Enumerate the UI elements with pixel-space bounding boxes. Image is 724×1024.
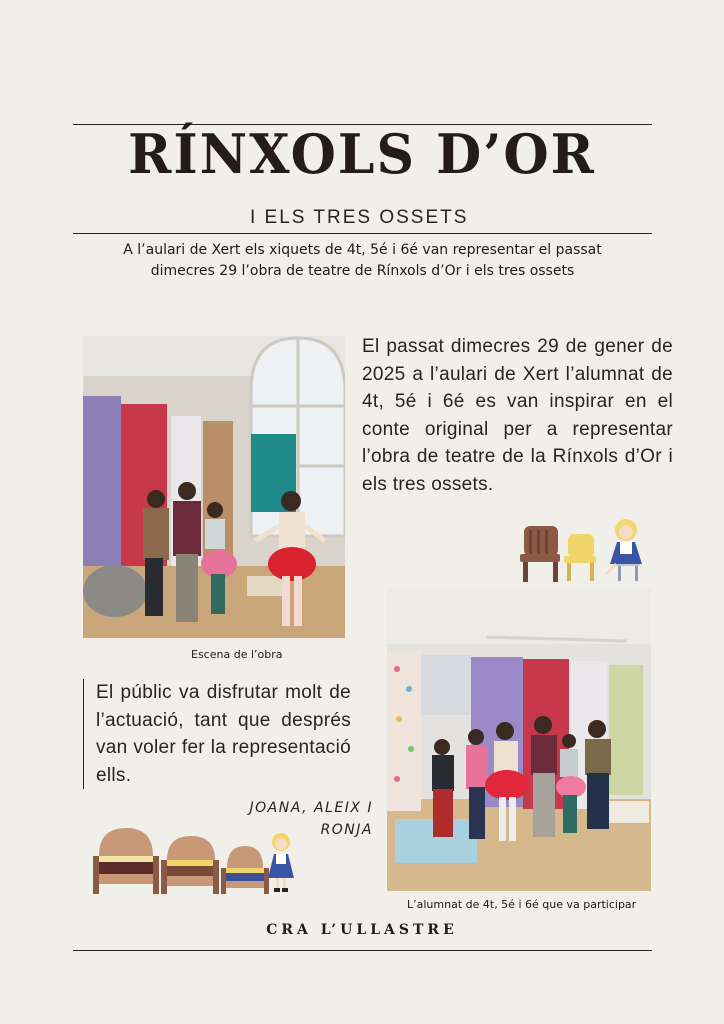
intro-text [73,240,652,282]
blonde-girl-icon [606,519,642,581]
article-paragraph-1: El passat dimecres 29 de gener de 2025 a l’aulari de Xert l’alumnat de 4t, 5é i 6é es van inspirar en el conte original per a representar l’obra de teatre de la Rínxols d’Or i els tres ossets. [362,336,673,495]
signature-line-1: JOANA, ALEIX I [249,800,373,816]
three-beds-icon [93,826,298,896]
yellow-chair-icon [564,534,596,581]
page-subtitle: I ELS TRES OSSETS [250,207,469,228]
subtitle-divider [73,233,652,234]
page-title: RÍNXOLS D’OR [128,122,596,187]
photo-play-scene-image [83,336,345,638]
signature-line-2: RONJA [320,822,373,838]
school-name: CRA L’ULLASTRE [266,922,458,938]
brown-chair-icon [520,526,560,582]
photo-play-scene-caption: Escena de l’obra [191,648,283,661]
intro-line-2: dimecres 29 l’obra de teatre de Rínxols d’Or i els tres ossets [150,263,575,279]
photo-cast-group-image [387,589,651,891]
photo-cast-group [387,589,651,891]
large-bed-icon [93,828,159,894]
bottom-divider [73,950,652,951]
chairs-and-girl-icon [520,518,645,584]
photo-play-scene [83,336,345,638]
small-bed-icon [221,846,269,894]
photo-cast-group-caption: L’alumnat de 4t, 5é i 6é que va participar [407,898,637,911]
intro-line-1: A l’aulari de Xert els xiquets de 4t, 5é i 6é van representar el passat [123,242,602,258]
article-paragraph-2: El públic va disfrutar molt de l’actuació, tant que després van voler fer la representació ells. [83,679,351,789]
medium-bed-icon [161,836,219,894]
standing-girl-icon [268,833,294,892]
